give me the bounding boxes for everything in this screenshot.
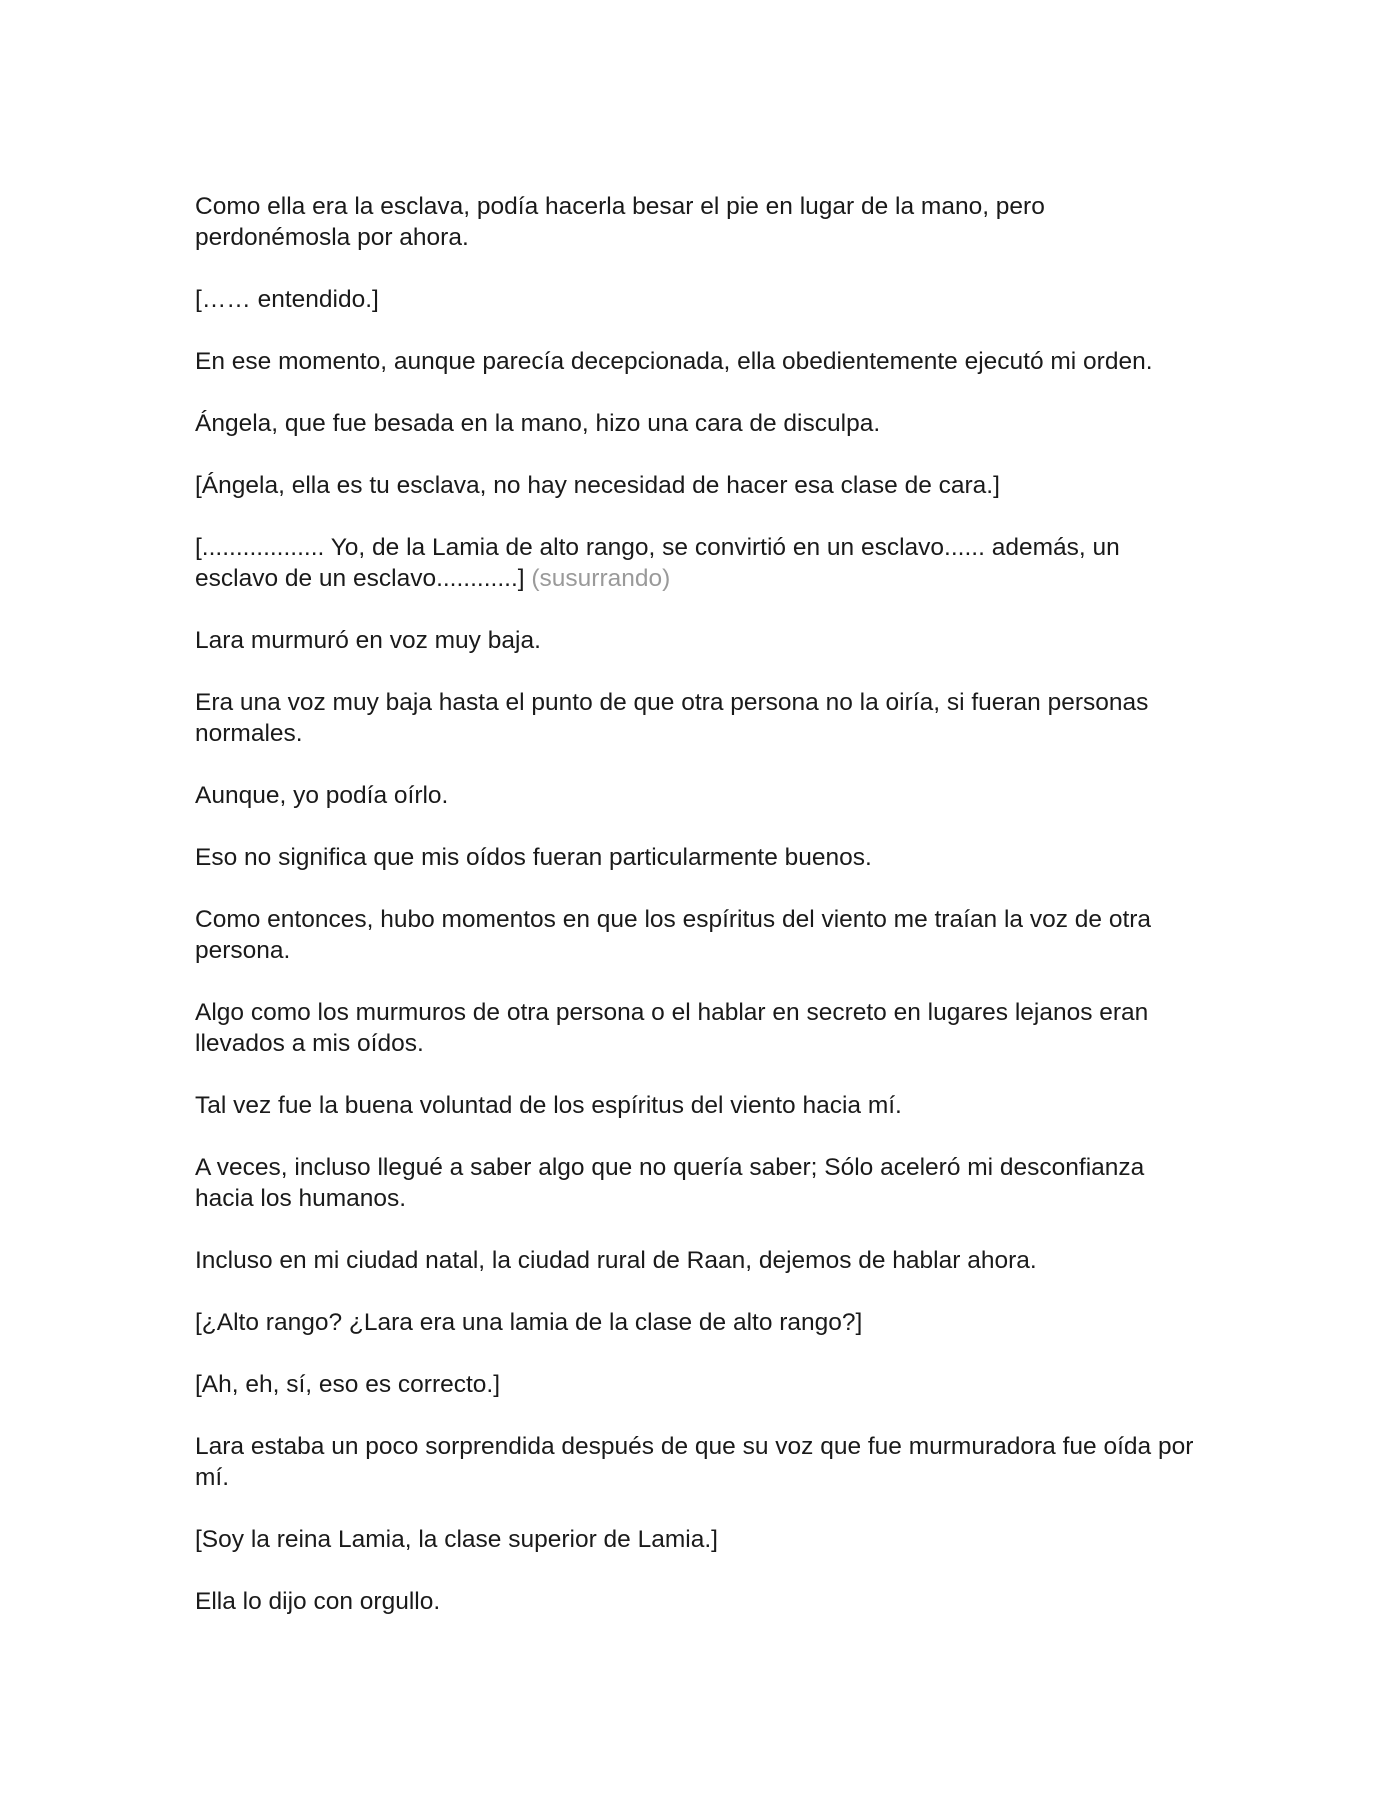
paragraph-4: Ángela, que fue besada en la mano, hizo una cara de disculpa. <box>195 410 881 437</box>
paragraph-20: Ella lo dijo con orgullo. <box>195 1588 441 1615</box>
paragraph-1: Como ella era la esclava, podía hacerla besar el pie en lugar de la mano, pero perdonémosla por ahora. <box>195 193 1045 251</box>
paragraph-12: Algo como los murmuros de otra persona o el hablar en secreto en lugares lejanos eran llevados a mis oídos. <box>195 999 1149 1057</box>
paragraph-16: [¿Alto rango? ¿Lara era una lamia de la clase de alto rango?] <box>195 1309 863 1336</box>
paragraph-8: Era una voz muy baja hasta el punto de que otra persona no la oiría, si fueran personas normales. <box>195 689 1149 747</box>
paragraph-6 <box>195 532 1205 594</box>
dialogue-text: [.................. Yo, de la Lamia de alto rango, se convirtió en un esclavo...... además, un esclavo de un esclavo............] <box>195 534 1120 592</box>
paragraph-3: En ese momento, aunque parecía decepcionada, ella obedientemente ejecutó mi orden. <box>195 348 1153 375</box>
paragraph-2: […… entendido.] <box>195 286 379 313</box>
paragraph-17: [Ah, eh, sí, eso es correcto.] <box>195 1371 501 1398</box>
document-body <box>195 191 1205 1648</box>
paragraph-10: Eso no significa que mis oídos fueran particularmente buenos. <box>195 844 872 871</box>
paragraph-5: [Ángela, ella es tu esclava, no hay necesidad de hacer esa clase de cara.] <box>195 472 1000 499</box>
paragraph-15: Incluso en mi ciudad natal, la ciudad rural de Raan, dejemos de hablar ahora. <box>195 1247 1037 1274</box>
paragraph-11: Como entonces, hubo momentos en que los espíritus del viento me traían la voz de otra persona. <box>195 906 1152 964</box>
paragraph-13: Tal vez fue la buena voluntad de los espíritus del viento hacia mí. <box>195 1092 902 1119</box>
paragraph-7: Lara murmuró en voz muy baja. <box>195 627 541 654</box>
whisper-note: (susurrando) <box>531 565 671 592</box>
paragraph-9: Aunque, yo podía oírlo. <box>195 782 449 809</box>
paragraph-14: A veces, incluso llegué a saber algo que no quería saber; Sólo aceleró mi desconfianza hacia los humanos. <box>195 1154 1145 1212</box>
paragraph-18: Lara estaba un poco sorprendida después de que su voz que fue murmuradora fue oída por mí. <box>195 1433 1194 1491</box>
paragraph-19: [Soy la reina Lamia, la clase superior de Lamia.] <box>195 1526 718 1553</box>
